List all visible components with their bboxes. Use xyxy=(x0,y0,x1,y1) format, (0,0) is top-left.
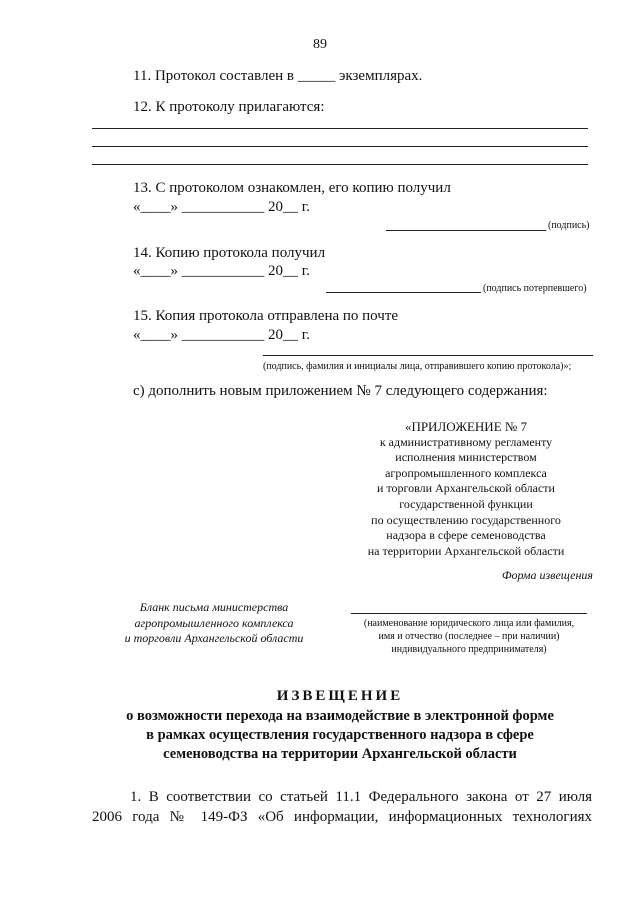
appendix-header xyxy=(350,419,582,559)
addressee-line xyxy=(351,613,587,614)
signature-caption-14: (подпись потерпевшего) xyxy=(483,283,587,294)
addressee-caption-line: индивидуального предпринимателя) xyxy=(391,644,547,655)
paragraph-1-line-1: 1. В соответствии со статьей 11.1 Федерального закона от 27 июля xyxy=(130,789,592,805)
clause-c-text: с) дополнить новым приложением № 7 следующего содержания: xyxy=(133,383,548,399)
notice-subtitle xyxy=(0,707,640,764)
appendix-line: «ПРИЛОЖЕНИЕ № 7 xyxy=(404,419,528,434)
item-14-date: «____» ___________ 20__ г. xyxy=(133,263,310,279)
form-title: Форма извещения xyxy=(501,568,593,582)
notice-subtitle-line: о возможности перехода на взаимодействие в электронной форме xyxy=(126,708,554,724)
item-15-text: 15. Копия протокола отправлена по почте xyxy=(133,308,399,324)
notice-heading: ИЗВЕЩЕНИЕ xyxy=(276,688,404,704)
appendix-line: агропромышленного комплекса xyxy=(385,465,547,480)
letterhead-line: Бланк письма министерства xyxy=(139,600,289,614)
notice-subtitle-line: семеноводства на территории Архангельской области xyxy=(163,746,517,762)
paragraph-1-line-2: 2006 года № 149-ФЗ «Об информации, информационных технологиях xyxy=(92,809,592,825)
item-13-date: «____» ___________ 20__ г. xyxy=(133,199,310,215)
item-13-text: 13. С протоколом ознакомлен, его копию получил xyxy=(133,180,451,196)
appendix-line: государственной функции xyxy=(399,496,533,511)
attachment-line-1 xyxy=(92,128,588,129)
signature-caption-15: (подпись, фамилия и инициалы лица, отправившего копию протокола)»; xyxy=(263,361,572,372)
notice-subtitle-line: в рамках осуществления государственного надзора в сфере xyxy=(146,727,534,743)
attachment-line-3 xyxy=(92,164,588,165)
signature-line-13 xyxy=(386,230,546,231)
appendix-line: и торговли Архангельской области xyxy=(377,481,555,496)
appendix-line: к административному регламенту xyxy=(379,434,553,449)
appendix-line: на территории Архангельской области xyxy=(367,543,565,558)
appendix-line: надзора в сфере семеноводства xyxy=(386,528,546,543)
item-12-text: 12. К протоколу прилагаются: xyxy=(133,99,325,115)
item-11-text: 11. Протокол составлен в _____ экземплярах. xyxy=(133,68,423,84)
letterhead-line: агропромышленного комплекса xyxy=(134,615,294,630)
appendix-line: по осуществлению государственного xyxy=(371,512,561,527)
addressee-caption xyxy=(344,617,594,656)
letterhead-line: и торговли Архангельской области xyxy=(124,631,304,645)
item-14-text: 14. Копию протокола получил xyxy=(133,245,326,261)
addressee-caption-line: имя и отчество (последнее – при наличии) xyxy=(378,631,560,642)
addressee-caption-line: (наименование юридического лица или фамилия, xyxy=(363,618,575,629)
item-15-date: «____» ___________ 20__ г. xyxy=(133,327,310,343)
signature-caption-13: (подпись) xyxy=(548,220,590,231)
attachment-line-2 xyxy=(92,146,588,147)
signature-line-15 xyxy=(263,355,593,356)
letterhead-block xyxy=(110,600,318,647)
page-number: 89 xyxy=(313,37,327,52)
signature-line-14 xyxy=(326,292,481,293)
appendix-line: исполнения министерством xyxy=(395,450,537,465)
